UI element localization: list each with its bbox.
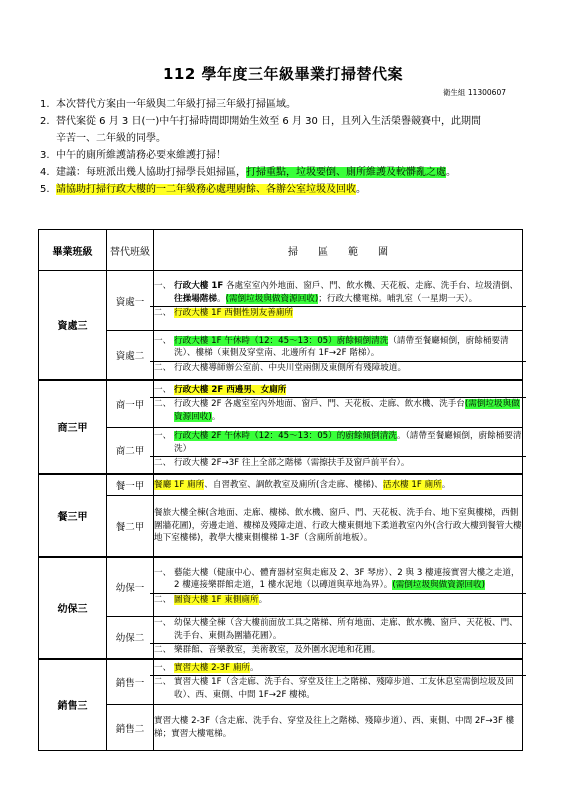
highlight-green: (需倒垃圾與做資源回收) [392,580,486,590]
area-item [154,715,522,740]
cleaning-table [38,229,523,751]
item-text [174,457,522,470]
item-text [174,567,522,592]
area-item [150,617,526,644]
item-text [174,644,522,657]
item-number: 二、 [154,362,172,373]
area-item [154,479,522,492]
highlight-yellow: 圖資大樓 1F 東側廁所 [174,594,259,605]
cleaning-area-cell [154,496,523,557]
substitute-class-cell: 餐一甲 [107,474,154,496]
item-number: 二、 [154,399,172,409]
text-run: 各處室室內外地面、窗戶、門、飲水機、天花板、走廊、洗手台、垃圾清倒、 [223,281,519,292]
area-item [150,362,526,376]
text-run: 。 [441,479,451,490]
substitute-class-cell: 銷售二 [107,705,154,751]
text-run: 行政大樓 2F→3F 往上全部之階梯（需擦扶手及窗戶前平台）。 [174,458,410,468]
text-run: ；行政大樓電梯。哺乳室（一星期一天）。 [318,293,478,304]
substitute-class-cell: 商一甲 [107,380,154,428]
highlight-yellow: 實習大樓 2-3F 廁所 [174,662,251,673]
highlight-yellow: 餐廳 1F 廁所 [154,479,205,490]
cleaning-area-cell [154,271,523,331]
area-item [154,507,522,545]
area-item [150,307,526,321]
substitute-class-cell: 商二甲 [107,428,154,474]
text-run: 。（請帶至餐廳傾倒，廚餘桶要清洗） [174,431,522,454]
area-item [150,335,526,362]
cleaning-area-cell [154,428,523,474]
header-substitute-class: 替代班級 [107,230,154,271]
text-run: 幼保大樓全棟（含大樓前面放工具之階梯、所有地面、走廊、飲水機、窗戶、天花板、門、洗手台、東側為圍牆花圃）。 [174,618,518,641]
area-item [150,567,526,594]
highlight-green: 行政大樓 1F 午休時（12：45～13：05）廚餘傾倒清洗 [174,335,389,346]
substitute-class-cell: 資處二 [107,331,154,380]
graduating-class-cell: 餐三甲 [39,474,107,557]
item-number: 一、 [154,618,172,628]
highlight-yellow: 請協助打掃行政大樓的一二年級務必處理廚餘、各辦公室垃圾及回收 [56,184,356,195]
item-number: 二、 [154,458,172,468]
item-text [174,594,522,607]
area-item [150,384,526,399]
table-row [39,496,523,557]
substitute-class-cell: 銷售一 [107,659,154,705]
cleaning-area-cell [154,617,523,659]
table-row [39,659,523,705]
highlight-green: 行政大樓 2F 午休時（12：45～13：05）的廚餘傾倒清洗 [174,431,397,441]
text-run: 。 [216,293,226,304]
table-row [39,380,523,428]
item-number: 一、 [154,431,172,441]
area-item [150,398,526,424]
item-number: 一、 [154,281,172,292]
text-run: 實習大樓 1F（含走廊、洗手台、穿堂及往上之階梯、殘障步道、工友休息室需倒垃圾及回收）、西、東側、中間 1F→2F 樓梯。 [174,677,514,700]
item-number: 二、 [154,594,172,605]
graduating-class-cell: 資處三 [39,271,107,380]
cleaning-area-cell [154,659,523,705]
text-run: 藝能大樓（健康中心、體育器材室與走廊及 2、3F 琴房）、2 與 3 樓連接實習大樓之走道，2 樓連接樂群館走道，1 樓水泥地（以磚道與草地為界）。 [174,567,520,590]
graduating-class-cell: 商三甲 [39,380,107,474]
item-number: 二、 [154,645,172,655]
intro-item: 辛苦一、二年級的同學。 [56,133,166,144]
text-run: 行政大樓導師辦公室前、中央川堂兩側及東側所有殘障坡道。 [174,362,407,373]
substitute-class-cell: 資處一 [107,271,154,331]
item-number: 一、 [154,384,172,395]
substitute-class-cell: 餐二甲 [107,496,154,557]
highlight-yellow: 行政大樓 2F 西邊男、女廁所 [174,384,287,395]
highlight-yellow: 活水樓 1F 廁所 [382,479,442,490]
area-item [150,430,526,457]
graduating-class-cell: 銷售三 [39,659,107,751]
text-run: 餐旅大樓全棟(含地面、走廊、樓梯、飲水機、窗戶、門、天花板、洗手台、地下室與樓梯，西側圍牆花圃)，旁邊走道、樓梯及殘障走道、行政大樓東側地下柔道教室內外(含行政大樓到餐管大樓地下室樓梯)，教學大樓東側樓梯 1-3F（含廁所前地板）。 [154,508,522,543]
table-row [39,474,523,496]
header-cleaning-area: 掃 區 範 圍 [154,230,523,271]
table-body [39,271,523,751]
area-item [150,676,526,702]
table-row [39,271,523,331]
item-text [174,662,522,675]
text-run: （請帶至餐廳傾倒，廚餘桶要清洗）、樓梯（東側及穿堂南、北邊所有 1F→2F 階梯）。 [174,335,509,358]
intro-item: 1. 本次替代方案由一年級與二年級打掃三年級打掃區域。 [40,99,296,110]
cleaning-area-cell [154,705,523,751]
item-text [174,430,522,455]
item-number: 二、 [154,677,172,687]
item-text [174,676,522,701]
table-row [39,428,523,474]
text-run: 實習大樓 2-3F（含走廊、洗手台、穿堂及往上之階梯、殘障步道）、西、東側、中間 2F→3F 樓梯；實習大樓電梯。 [154,716,515,739]
item-text [174,398,522,423]
item-text [174,617,522,642]
table-row [39,617,523,659]
graduating-class-cell: 幼保三 [39,557,107,659]
item-number: 一、 [154,567,172,578]
area-item [150,280,526,307]
item-text [174,280,522,305]
intro-list [40,96,530,198]
cleaning-area-cell [154,331,523,380]
item-text [154,507,522,545]
table-row [39,705,523,751]
highlight-green: 打掃重點，垃圾要倒、廁所維護及較髒亂之處 [246,167,446,178]
page-title: 112 學年度三年級畢業打掃替代案 [162,65,404,83]
area-item [150,662,526,677]
text-run: 、自習教室、調飲教室及廁所(含走廊、樓梯)、 [204,479,383,490]
intro-item: 3. 中午的廁所維護請務必要來維護打掃！ [40,150,226,161]
text-run: 。 [258,594,268,605]
area-item [150,594,526,608]
item-text [174,307,522,320]
cleaning-area-cell [154,474,523,496]
text-run: 。 [250,662,259,673]
item-text [174,335,522,360]
item-number: 一、 [154,662,172,673]
cleaning-area-cell [154,557,523,617]
text-run: 行政大樓 2F 各處室室內外地面、窗戶、門、天花板、走廊、飲水機、洗手台 [174,399,465,409]
substitute-class-cell: 幼保二 [107,617,154,659]
table-row [39,331,523,380]
text-run: 樂群館、音樂教室，美術教室，及外圍水泥地和花圃。 [174,645,381,655]
substitute-class-cell: 幼保一 [107,557,154,617]
text-run: 。 [211,411,221,422]
table-row [39,557,523,617]
document-code: 衛生組 11300607 [442,88,506,97]
highlight-yellow: 行政大樓 1F 西側性別友善廁所 [174,308,293,319]
text-run: 行政大樓 1F [174,281,224,292]
cleaning-area-cell [154,380,523,428]
item-text [154,479,522,492]
item-text [174,362,522,375]
header-graduating-class: 畢業班級 [39,230,107,271]
area-item [150,644,526,658]
intro-item: 4. 建議：每班派出幾人協助打掃學長姐掃區，打掃重點，垃圾要倒、廁所維護及較髒亂之處。 [40,167,456,178]
item-text [154,715,522,740]
item-text [174,384,522,397]
text-run: 往操場階梯 [174,293,217,304]
item-number: 一、 [154,335,172,346]
intro-item: 5. 請協助打掃行政大樓的一二年級務必處理廚餘、各辦公室垃圾及回收。 [40,184,366,195]
intro-item: 2. 替代案從 6 月 3 日(一)中午打掃時間即開始生效至 6 月 30 日，且列入生活榮譽競賽中，此期間 [40,116,482,127]
highlight-green: (需倒垃圾與做資源回收) [174,399,520,422]
highlight-green: (需倒垃圾與做資源回收) [225,293,319,304]
item-number: 二、 [154,308,172,319]
area-item [150,457,526,471]
